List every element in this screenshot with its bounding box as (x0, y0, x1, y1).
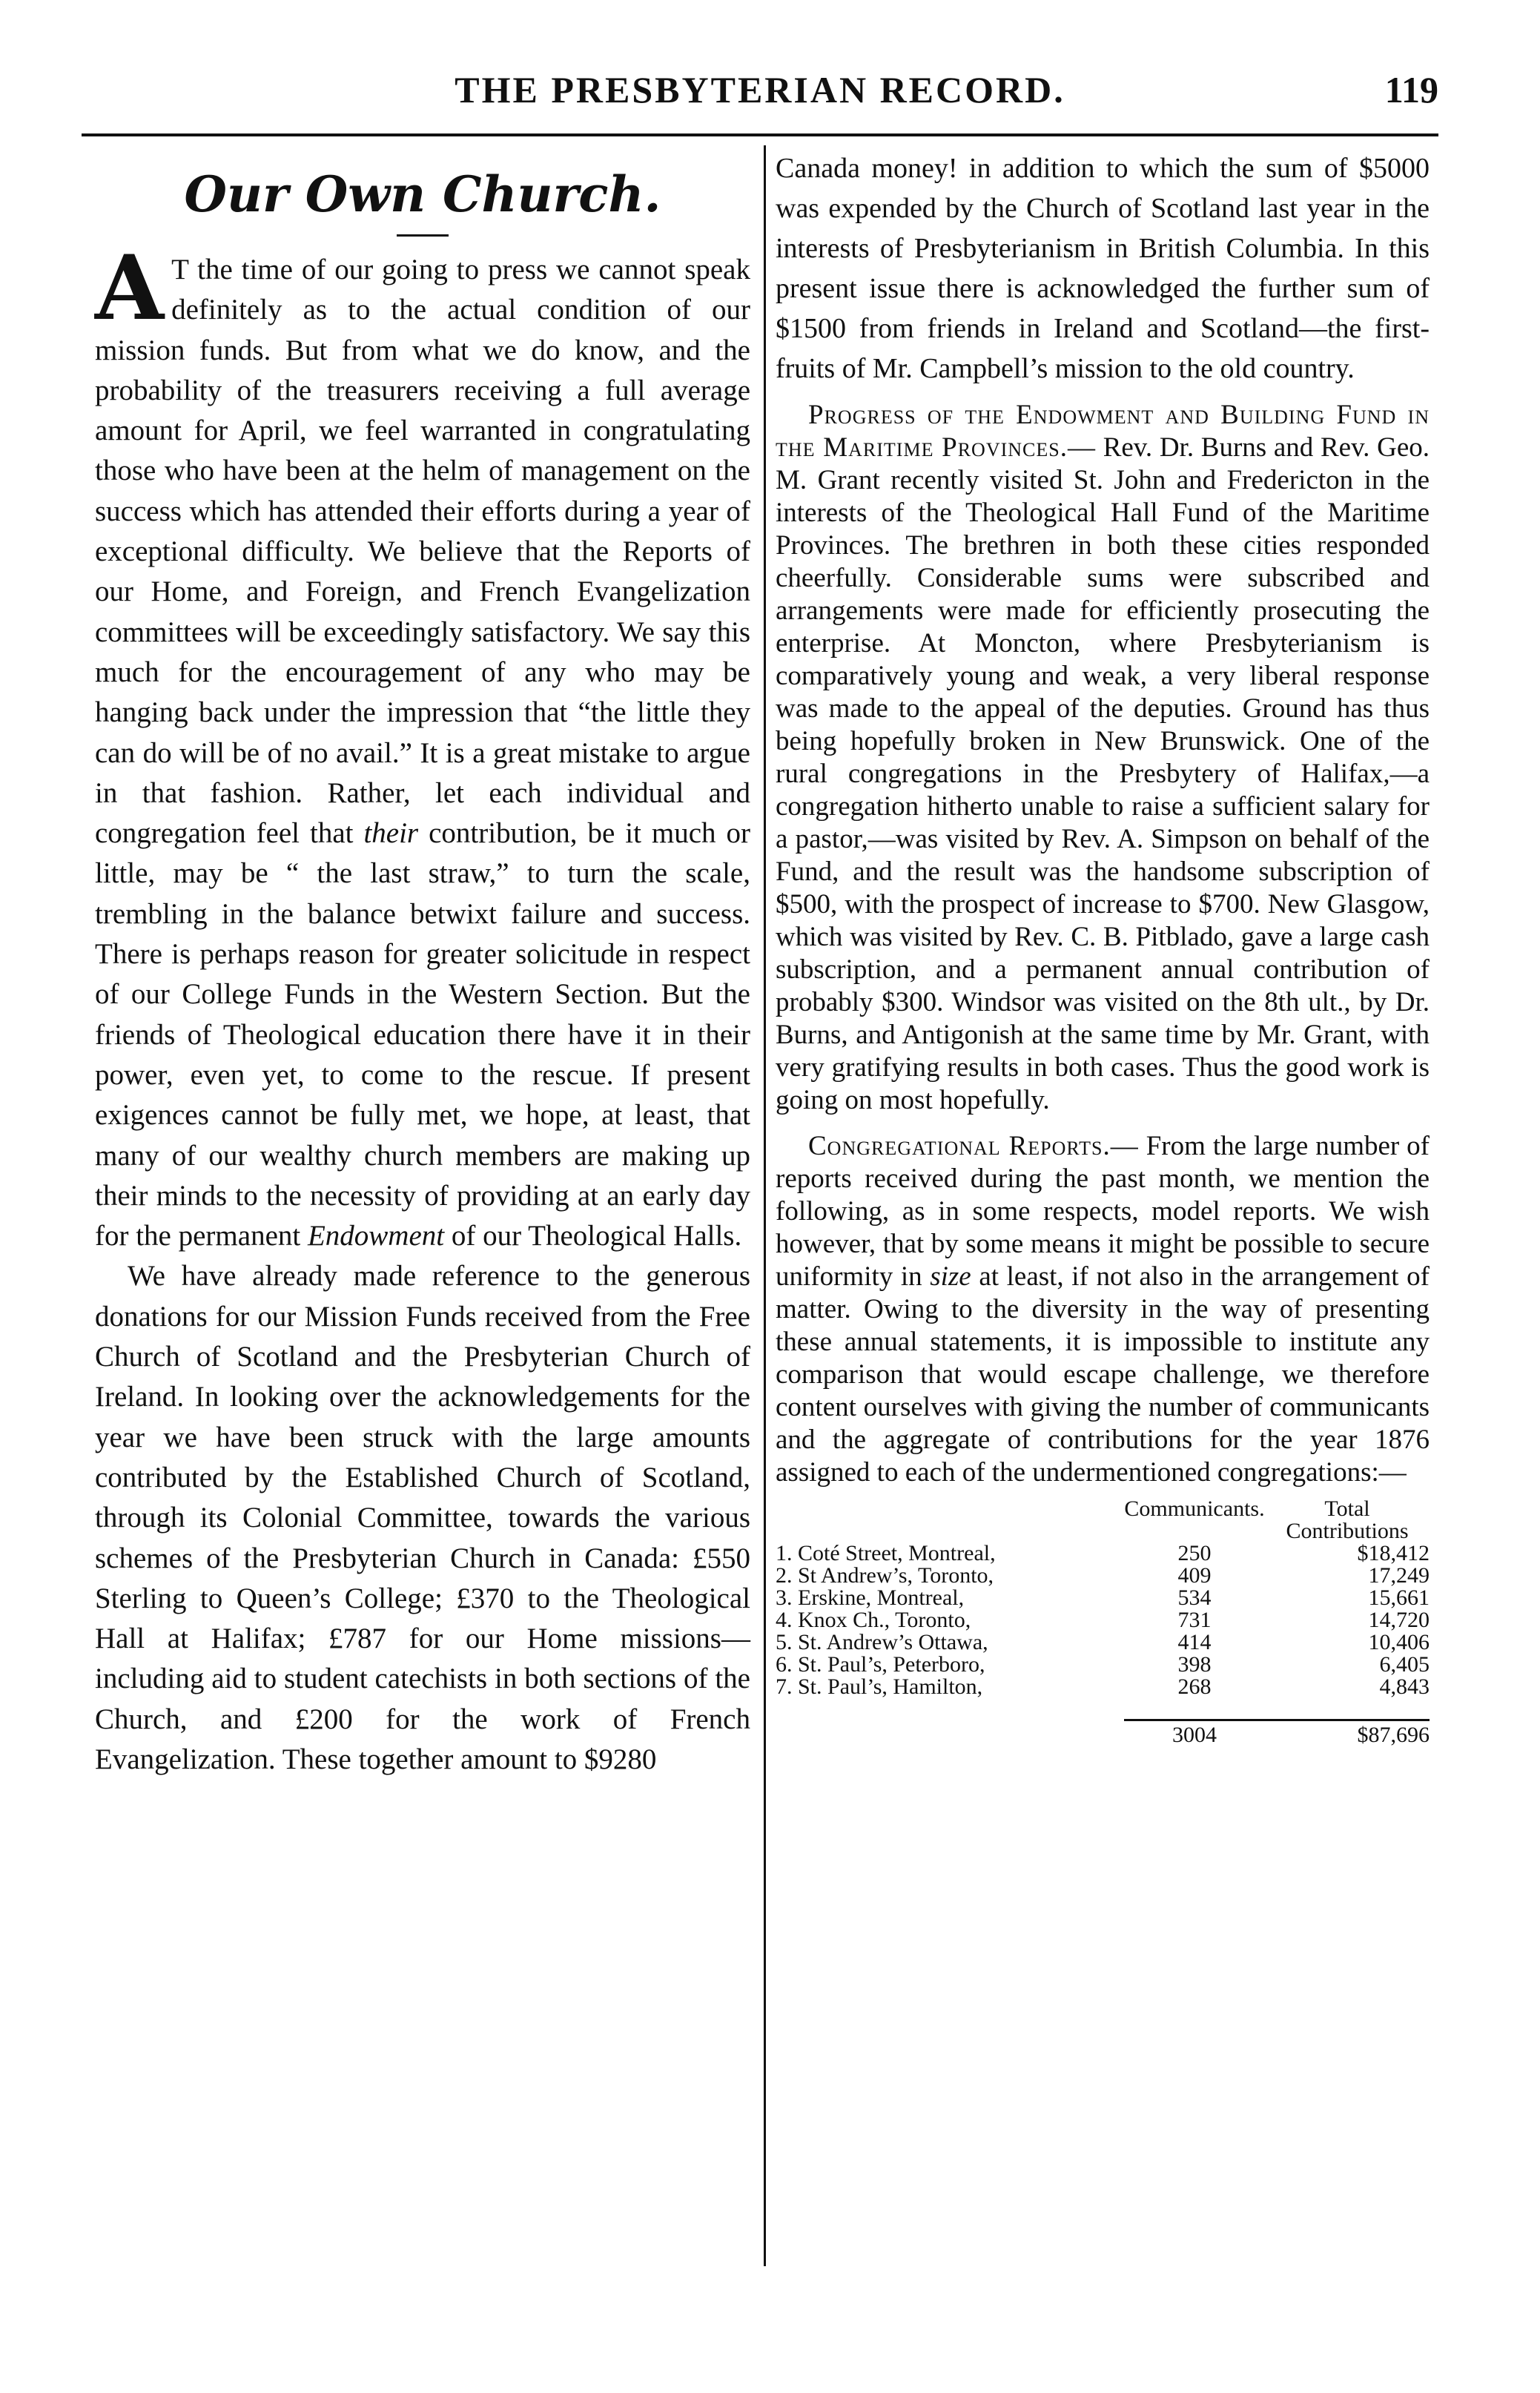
table-row (776, 1631, 1430, 1654)
paragraph-text: contribution, be it much or little, may be “ the last straw,” to turn the scale, trembling in the balance betwixt failure and success. There is perhaps reason for greater solicitude in respect of our College Funds in the Western Section. But the friends of Theological education there have it in their power, even yet, to come to the rescue. If present exigences cannot be fully met, we hope, at least, that many of our wealthy church members are making up their minds to the necessity of providing at an early day for the permanent (95, 817, 751, 1252)
header-rule (82, 133, 1438, 136)
contributions-value: 15,661 (1368, 1585, 1430, 1610)
communicants-value: 250 (1177, 1541, 1212, 1565)
table-row (776, 1654, 1430, 1676)
contributions-value: 6,405 (1379, 1652, 1430, 1677)
communicants-value: 731 (1177, 1608, 1212, 1632)
table-body (776, 1542, 1430, 1698)
table-header (776, 1498, 1430, 1542)
congregation-name: 6. St. Paul’s, Peterboro, (776, 1652, 985, 1677)
subheading: Congregational Reports.— (808, 1131, 1139, 1161)
page-number: 119 (1384, 69, 1438, 110)
table-row (776, 1587, 1430, 1609)
table-row (776, 1609, 1430, 1631)
table-totals (776, 1719, 1430, 1746)
communicants-value: 414 (1177, 1630, 1212, 1654)
column-header-total-2: Contributions (1286, 1519, 1409, 1543)
heading-rule (397, 234, 449, 237)
communicants-value: 409 (1177, 1563, 1212, 1588)
contributions-value: $18,412 (1357, 1541, 1430, 1565)
table-row (776, 1676, 1430, 1698)
column-header-total (1265, 1498, 1430, 1542)
subheading: Progress of the Endowment and Building Fund in the Maritime Provinces.— (776, 400, 1430, 463)
page-header (82, 68, 1438, 120)
congregation-table (776, 1498, 1430, 1746)
table-row (776, 1542, 1430, 1565)
congregation-name: 5. St. Andrew’s Ottawa, (776, 1630, 988, 1654)
section-heading: Our Own Church. (184, 165, 661, 223)
communicants-value: 534 (1177, 1585, 1212, 1610)
paragraph-text: of our Theological Halls. (451, 1220, 742, 1252)
article-paragraph-1 (95, 236, 751, 1256)
congregation-name: 4. Knox Ch., Toronto, (776, 1608, 971, 1632)
emphasis-text: Endowment (307, 1220, 445, 1252)
drop-cap: A (95, 236, 165, 340)
paragraph-text: T the time of our going to press we cannot speak definitely as to the actual condition of our mission funds. But from what we do know, and the probability of the treasurers receiving a full average amount for April, we feel warranted in congratulating those who have been at the helm of management on the success which has attended their efforts during a year of exceptional difficulty. We believe that the Reports of our Home, and Foreign, and French Evangelization committees will be exceedingly satisfactory. We say this much for the encouragement of any who may be hanging back under the impression that “the little they can do will be of no avail.” It is a great mistake to argue in that fashion. Rather, let each individual and congregation feel that (95, 254, 750, 850)
emphasis-text: their (363, 817, 419, 850)
right-column (776, 148, 1430, 1746)
contributions-value: 17,249 (1368, 1563, 1430, 1588)
congregation-name: 3. Erskine, Montreal, (776, 1585, 965, 1610)
congregation-name: 7. St. Paul’s, Hamilton, (776, 1674, 983, 1699)
congregation-name: 2. St Andrew’s, Toronto, (776, 1563, 994, 1588)
column-header-communicants: Communicants. (1124, 1496, 1265, 1521)
communicants-value: 398 (1177, 1652, 1212, 1677)
journal-title: THE PRESBYTERIAN RECORD. (455, 69, 1065, 110)
contributions-value: 14,720 (1368, 1608, 1430, 1632)
communicants-value: 268 (1177, 1674, 1212, 1699)
contributions-value: 10,406 (1368, 1630, 1430, 1654)
article-paragraph-continued: Canada money! in addition to which the sum of $5000 was expended by the Church of Scotland last year in the interests of Presbyterianism in British Columbia. In this present issue there is acknowledged the further sum of $1500 from friends in Ireland and Scotland—the first-fruits of Mr. Campbell’s mission to the old country. (776, 153, 1430, 384)
column-header-total-1: Total (1324, 1496, 1370, 1521)
congregation-name: 1. Coté Street, Montreal, (776, 1541, 996, 1565)
paragraph-text: From the large number of reports received during the past month, we mention the following, as in some respects, model reports. We wish however, that by some means it might be possible to secure uniformity in (776, 1131, 1430, 1292)
reports-paragraph (776, 1130, 1430, 1489)
paragraph-text: at least, if not also in the arrangement of matter. Owing to the diversity in the way of presenting these annual statements, it is impossible to institute any comparison that would escape challenge, we therefore content ourselves with giving the number of communicants and the aggregate of contributions for the year 1876 assigned to each of the undermentioned congregations:— (776, 1261, 1430, 1488)
total-communicants: 3004 (1124, 1719, 1265, 1746)
endowment-paragraph (776, 399, 1430, 1117)
table-row (776, 1565, 1430, 1587)
contributions-value: 4,843 (1379, 1674, 1430, 1699)
left-column (95, 148, 750, 1780)
emphasis-text: size (930, 1261, 971, 1292)
total-contributions: $87,696 (1265, 1719, 1430, 1746)
article-paragraph-2: We have already made reference to the generous donations for our Mission Funds received from the Free Church of Scotland and the Presbyterian Church of Ireland. In looking over the acknowledgements for the year we have been struck with the large amounts contributed by the Established Church of Scotland, through its Colonial Committee, towards the various schemes of the Presbyterian Church in Canada: £550 Sterling to Queen’s College; £370 to the Theological Hall at Halifax; £787 for our Home missions—including aid to student catechists in both sections of the Church, and £200 for the work of French Evangelization. These together amount to $9280 (95, 1260, 750, 1775)
paragraph-text: Rev. Dr. Burns and Rev. Geo. M. Grant recently visited St. John and Fredericton in the interests of the Theological Hall Fund of the Maritime Provinces. The brethren in both these cities responded cheerfully. Considerable sums were subscribed and arrangements were made for efficiently prosecuting the enterprise. At Moncton, where Presbyterianism is comparatively young and weak, a very liberal response was made to the appeal of the deputies. Ground has thus being hopefully broken in New Brunswick. One of the rural congregations in the Presbytery of Halifax,—a congregation hitherto unable to raise a sufficient salary for a pastor,—was visited by Rev. A. Simpson on behalf of the Fund, and the result was the handsome subscription of $500, with the prospect of increase to $700. New Glasgow, which was visited by Rev. C. B. Pitblado, gave a large cash subscription, and a permanent annual contribution of probably $300. Windsor was visited on the 8th ult., by Dr. Burns, and Antigonish at the same time by Mr. Grant, with very gratifying results in both cases. Thus the good work is going on most hopefully. (776, 432, 1430, 1115)
column-divider (764, 145, 766, 2266)
